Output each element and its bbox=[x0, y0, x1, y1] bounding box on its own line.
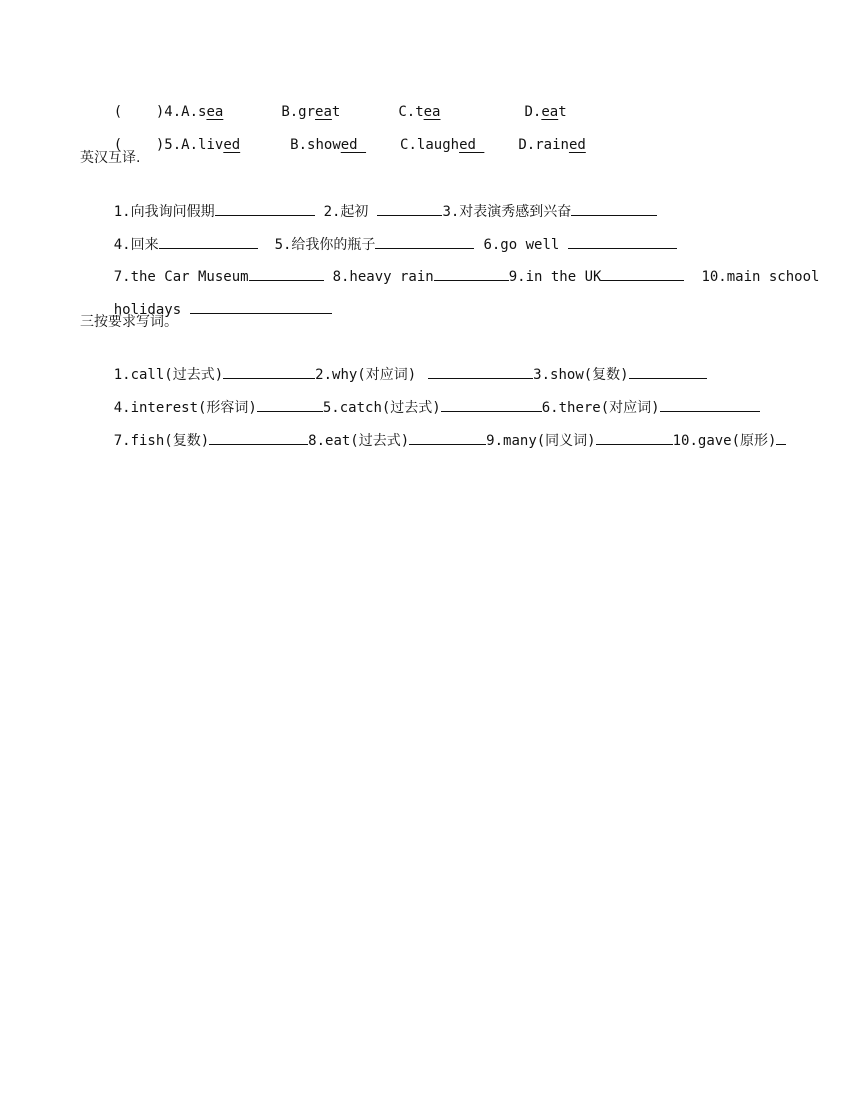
option-a-pre: s bbox=[198, 104, 207, 120]
item-label: 10.main school bbox=[701, 269, 820, 285]
option-c-pre: t bbox=[415, 104, 424, 120]
question-number: 4. bbox=[164, 104, 182, 120]
item-label: 4.interest(形容词) bbox=[113, 400, 257, 416]
question-5 bbox=[80, 115, 586, 175]
answer-blank[interactable] bbox=[409, 430, 486, 445]
option-a-underlined: ed bbox=[223, 137, 241, 153]
word-form-row-3 bbox=[80, 410, 786, 471]
question-number: 5. bbox=[164, 137, 182, 153]
answer-blank[interactable] bbox=[596, 430, 673, 445]
item-label: 8.eat(过去式) bbox=[308, 433, 410, 449]
item-label: 5.catch(过去式) bbox=[322, 400, 441, 416]
item-label: 3.show(复数) bbox=[533, 367, 629, 383]
option-d-post: t bbox=[558, 104, 567, 120]
item-label: 5.给我你的瓶子 bbox=[274, 237, 376, 253]
item-label: 2.why(对应词) bbox=[315, 367, 417, 383]
item-label: 10.gave(原形) bbox=[672, 433, 777, 449]
answer-blank[interactable] bbox=[190, 299, 332, 314]
item-label: 4.回来 bbox=[113, 237, 159, 253]
option-c-underlined: ea bbox=[423, 104, 441, 120]
option-d-label: D. bbox=[518, 137, 536, 153]
item-label: 8.heavy rain bbox=[332, 269, 434, 285]
option-b-underlined: ea bbox=[315, 104, 332, 120]
option-c-underlined: ed bbox=[459, 137, 485, 153]
option-a-label: A. bbox=[181, 104, 199, 120]
item-label: 6.go well bbox=[483, 237, 560, 253]
item-label: 1.call(过去式) bbox=[113, 367, 224, 383]
option-d-underlined: ed bbox=[568, 137, 586, 153]
option-a-underlined: ea bbox=[206, 104, 224, 120]
item-label: 9.many(同义词) bbox=[486, 433, 596, 449]
option-b-label: B. bbox=[290, 137, 308, 153]
answer-paren[interactable]: ( ) bbox=[113, 137, 165, 153]
option-d-underlined: ea bbox=[541, 104, 559, 120]
option-c-label: C. bbox=[400, 137, 417, 153]
option-a-label: A. bbox=[181, 137, 199, 153]
item-label: 7.the Car Museum bbox=[113, 269, 249, 285]
option-d-label: D. bbox=[524, 104, 542, 120]
section-heading-translation: 英汉互译. bbox=[80, 150, 141, 166]
answer-blank[interactable] bbox=[776, 430, 786, 445]
option-d-pre: rain bbox=[535, 137, 569, 153]
answer-blank[interactable] bbox=[209, 430, 308, 445]
option-b-pre: gr bbox=[298, 104, 316, 120]
item-label: 7.fish(复数) bbox=[113, 433, 210, 449]
item-label: 1.向我询问假期 bbox=[113, 204, 215, 220]
option-a-pre: liv bbox=[198, 137, 224, 153]
answer-paren[interactable]: ( ) bbox=[113, 104, 165, 120]
item-label: 3.对表演秀感到兴奋 bbox=[442, 204, 572, 220]
option-c-pre: laugh bbox=[416, 137, 460, 153]
item-label: holidays bbox=[113, 302, 182, 318]
item-label: 6.there(对应词) bbox=[541, 400, 660, 416]
option-b-pre: show bbox=[307, 137, 341, 153]
item-label: 9.in the UK bbox=[508, 269, 602, 285]
item-label: 2.起初 bbox=[323, 204, 369, 220]
option-c-label: C. bbox=[398, 104, 416, 120]
option-b-post: t bbox=[331, 104, 341, 120]
answer-blank[interactable] bbox=[434, 266, 509, 281]
section-heading-word-forms: 三按要求写词。 bbox=[80, 314, 178, 330]
option-b-underlined: ed bbox=[340, 137, 367, 153]
answer-blank[interactable] bbox=[601, 266, 684, 281]
option-b-label: B. bbox=[281, 104, 299, 120]
